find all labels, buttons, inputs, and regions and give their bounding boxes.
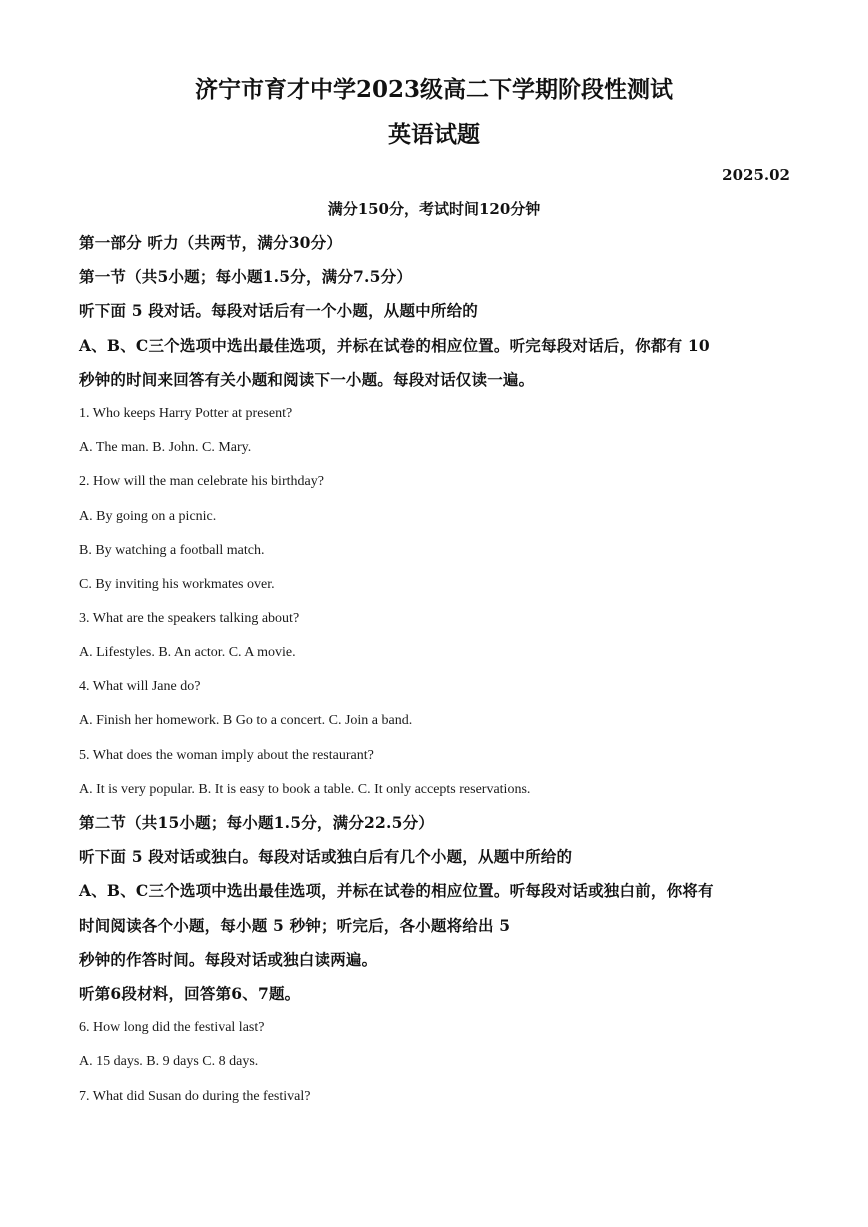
- question-options: A. 15 days. B. 9 days C. 8 days.: [79, 1054, 259, 1069]
- question-option: B. By watching a football match.: [79, 543, 265, 558]
- section2-instruction-line: 听下面 5 段对话或独白。每段对话或独白后有几个小题，从题中所给的: [79, 847, 573, 866]
- question-options: A. It is very popular. B. It is easy to book a table. C. It only accepts reservations.: [79, 782, 531, 797]
- question-options: A. Finish her homework. B Go to a concert. C. Join a band.: [79, 713, 413, 728]
- question-option: C. By inviting his workmates over.: [79, 577, 275, 592]
- section1-instruction-line: 听下面 5 段对话。每段对话后有一个小题，从题中所给的: [79, 301, 478, 320]
- section2-heading: 第二节（共15小题；每小题1.5分，满分22.5分）: [79, 813, 434, 832]
- question-text: 7. What did Susan do during the festival?: [79, 1089, 311, 1104]
- question-options: A. The man. B. John. C. Mary.: [79, 440, 252, 455]
- question-text: 3. What are the speakers talking about?: [79, 611, 300, 626]
- part1-heading: 第一部分 听力（共两节，满分30分）: [79, 233, 343, 252]
- question-text: 5. What does the woman imply about the restaurant?: [79, 748, 374, 763]
- section1-heading: 第一节（共5小题；每小题1.5分，满分7.5分）: [79, 267, 413, 286]
- section2-instruction-line: 时间阅读各个小题，每小题 5 秒钟；听完后，各小题将给出 5: [79, 916, 511, 935]
- question-options: A. Lifestyles. B. An actor. C. A movie.: [79, 645, 296, 660]
- exam-title: 济宁市育才中学2023级高二下学期阶段性测试: [194, 76, 673, 103]
- exam-subtitle: 英语试题: [388, 121, 480, 148]
- question-text: 4. What will Jane do?: [79, 679, 201, 694]
- question-text: 6. How long did the festival last?: [79, 1020, 265, 1035]
- question-option: A. By going on a picnic.: [79, 509, 217, 524]
- section1-instruction-line: 秒钟的时间来回答有关小题和阅读下一小题。每段对话仅读一遍。: [79, 370, 535, 389]
- section2-instruction-line: 秒钟的作答时间。每段对话或独白读两遍。: [79, 950, 378, 969]
- material-note: 听第6段材料，回答第6、7题。: [79, 984, 301, 1003]
- question-text: 2. How will the man celebrate his birthday?: [79, 474, 324, 489]
- exam-date: 2025.02: [722, 166, 790, 184]
- section2-instruction-line: A、B、C三个选项中选出最佳选项，并标在试卷的相应位置。听每段对话或独白前，你将有: [79, 881, 714, 900]
- question-text: 1. Who keeps Harry Potter at present?: [79, 406, 293, 421]
- section1-instruction-line: A、B、C三个选项中选出最佳选项，并标在试卷的相应位置。听完每段对话后，你都有 10: [79, 336, 710, 355]
- score-info: 满分150分，考试时间120分钟: [327, 200, 541, 218]
